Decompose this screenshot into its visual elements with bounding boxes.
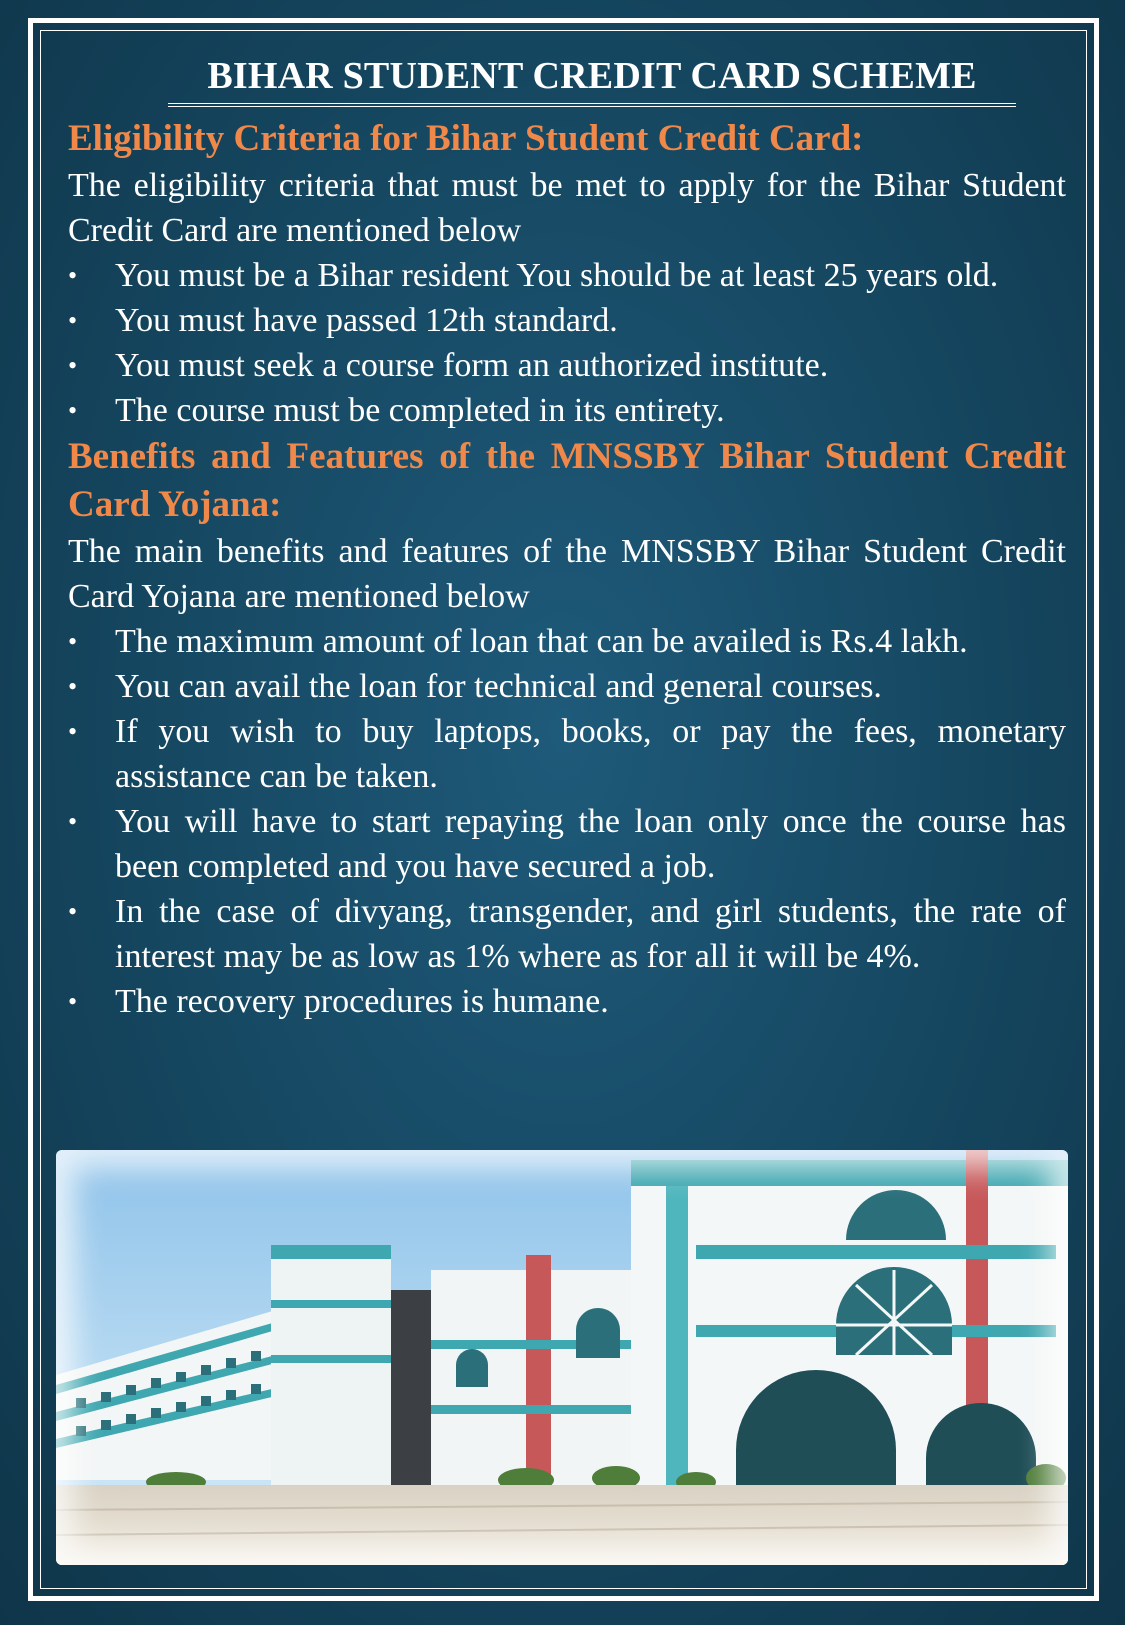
list-item: • You will have to start repaying the loan only once the course has been completed and you have secured a job. [68, 799, 1066, 889]
bullet-icon: • [68, 627, 78, 656]
bullet-icon: • [68, 672, 78, 701]
list-item: • You must seek a course form an authorized institute. [68, 343, 1066, 388]
bullet-icon: • [68, 987, 78, 1016]
eligibility-heading: Eligibility Criteria for Bihar Student Credit Card: [68, 118, 864, 159]
bullet-icon: • [68, 717, 78, 746]
bullet-icon: • [68, 897, 78, 926]
bullet-icon: • [68, 396, 78, 425]
eligibility-intro: The eligibility criteria that must be met to apply for the Bihar Student Credit Card are mentioned below [68, 167, 1066, 249]
list-item: • You must have passed 12th standard. [68, 298, 1066, 343]
tower [271, 1245, 391, 1485]
eligibility-list [68, 253, 1066, 433]
benefits-heading: Benefits and Features of the MNSSBY Bihar Student Credit Card Yojana: [68, 436, 1066, 525]
list-item: • If you wish to buy laptops, books, or pay the fees, monetary assistance can be taken. [68, 709, 1066, 799]
list-item: • You must be a Bihar resident You should be at least 25 years old. [68, 253, 1066, 298]
benefits-list [68, 619, 1066, 1024]
bullet-icon: • [68, 807, 78, 836]
benefits-intro: The main benefits and features of the MNSSBY Bihar Student Credit Card Yojana are mentioned below [68, 533, 1066, 615]
bullet-icon: • [68, 351, 78, 380]
courtyard [56, 1485, 1068, 1565]
list-item: • The recovery procedures is humane. [68, 979, 1066, 1024]
list-item: • You can avail the loan for technical and general courses. [68, 664, 1066, 709]
stone-panel [391, 1290, 431, 1490]
bullet-icon: • [68, 306, 78, 335]
page-title: BIHAR STUDENT CREDIT CARD SCHEME [168, 54, 1016, 107]
building-illustration [56, 1150, 1068, 1565]
list-item: • The maximum amount of loan that can be availed is Rs.4 lakh. [68, 619, 1066, 664]
bullet-icon: • [68, 261, 78, 290]
college-building-photo [56, 1150, 1068, 1565]
list-item: • The course must be completed in its entirety. [68, 388, 1066, 433]
list-item: • In the case of divyang, transgender, and girl students, the rate of interest may be as low as 1% where as for all it will be 4%. [68, 889, 1066, 979]
document-content [68, 54, 1066, 1024]
